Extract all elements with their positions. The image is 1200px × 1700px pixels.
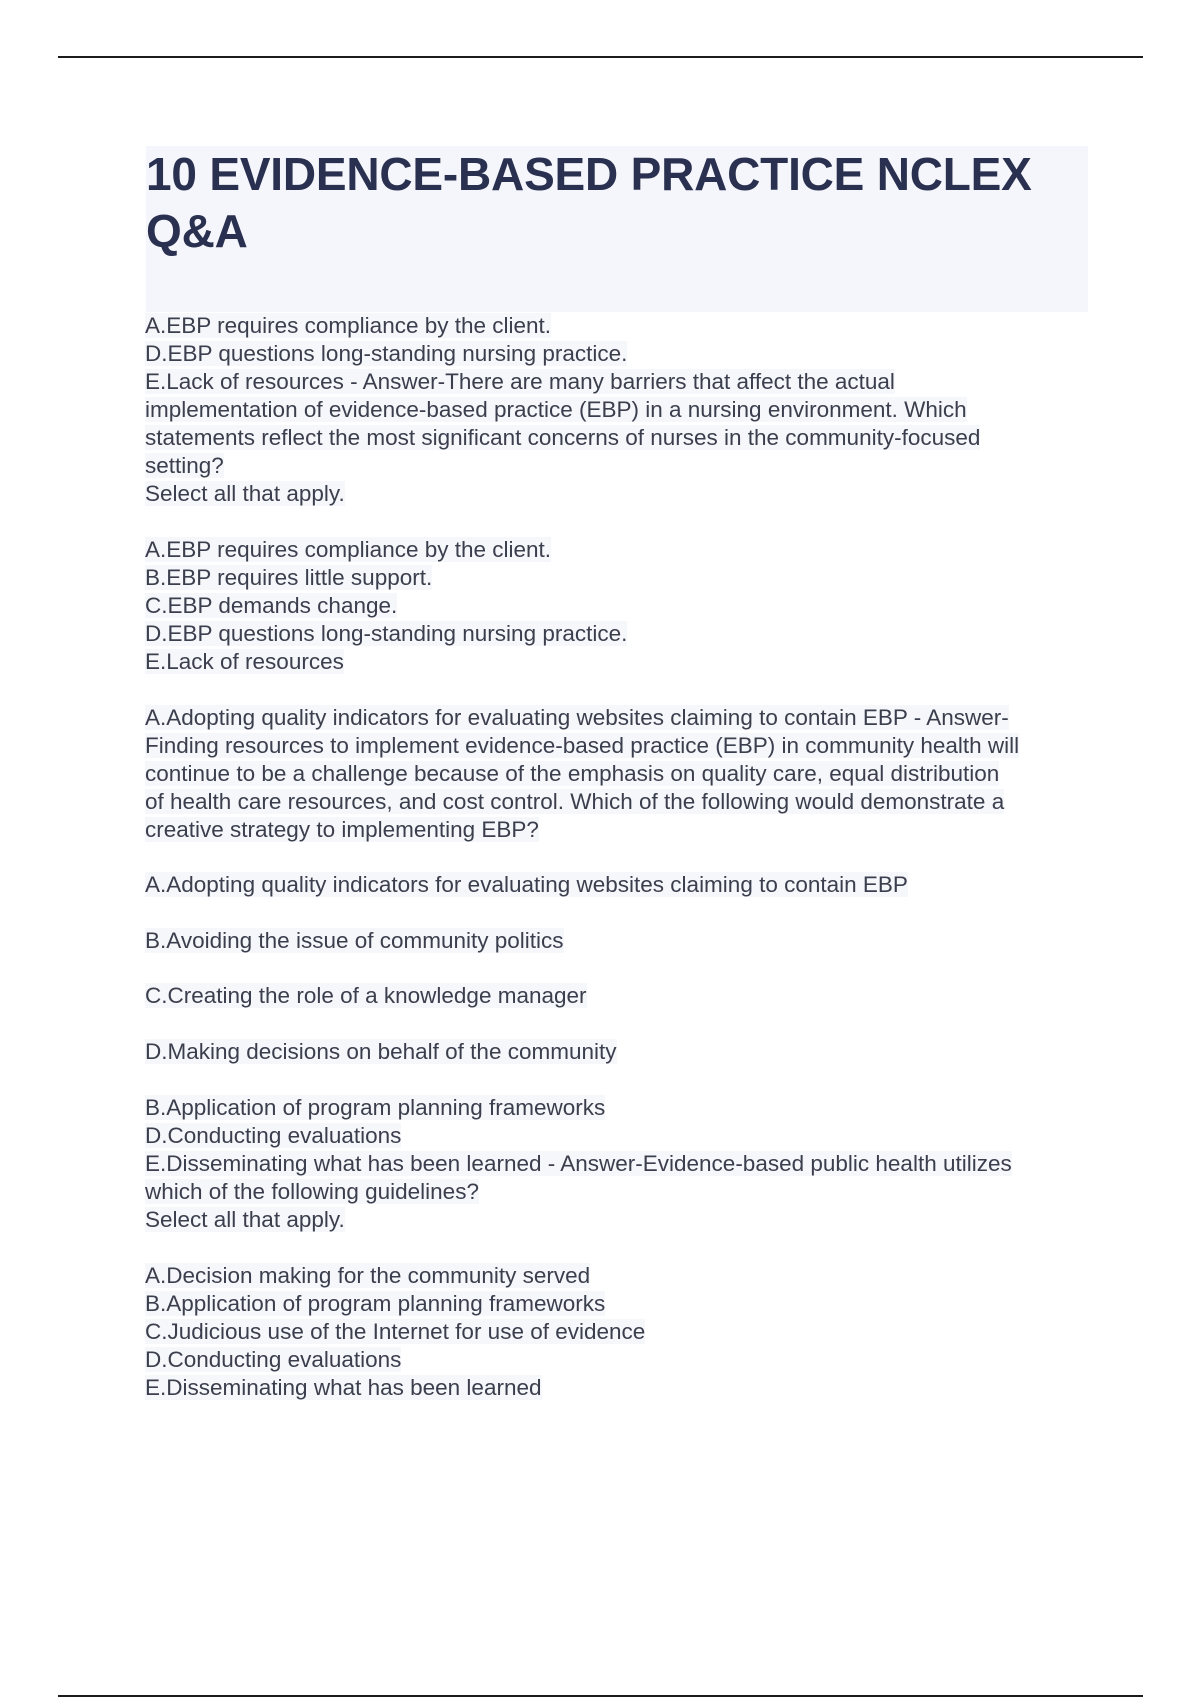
- text-line: D.Conducting evaluations: [145, 1123, 402, 1148]
- title-line: Q&A: [146, 205, 248, 257]
- text-line: B.Application of program planning frameworks: [145, 1291, 606, 1316]
- answer-option: [145, 1038, 1095, 1066]
- text-line: A.Decision making for the community served: [145, 1263, 591, 1288]
- text-line: Select all that apply.: [145, 481, 345, 506]
- text-line: Finding resources to implement evidence-based practice (EBP) in community health will: [145, 733, 1020, 758]
- text-line: continue to be a challenge because of the emphasis on quality care, equal distribution: [145, 761, 1000, 786]
- text-line: B.Avoiding the issue of community politics: [145, 928, 564, 953]
- text-line: implementation of evidence-based practice (EBP) in a nursing environment. Which: [145, 397, 967, 422]
- text-line: which of the following guidelines?: [145, 1179, 479, 1204]
- text-line: B.Application of program planning frameworks: [145, 1095, 606, 1120]
- answer-option: [145, 871, 1095, 899]
- text-line: of health care resources, and cost control. Which of the following would demonstrate a: [145, 789, 1005, 814]
- paragraph: [145, 704, 1095, 844]
- title-line: 10 EVIDENCE-BASED PRACTICE NCLEX: [146, 148, 1032, 200]
- title-block: [146, 146, 1088, 312]
- text-line: D.Conducting evaluations: [145, 1347, 402, 1372]
- text-line: A.EBP requires compliance by the client.: [145, 537, 552, 562]
- document-title: [146, 146, 1088, 260]
- text-line: creative strategy to implementing EBP?: [145, 817, 539, 842]
- text-line: setting?: [145, 453, 224, 478]
- text-line: D.EBP questions long-standing nursing practice.: [145, 341, 628, 366]
- paragraph: [145, 312, 1095, 508]
- text-line: A.Adopting quality indicators for evaluating websites claiming to contain EBP - Answer-: [145, 705, 1009, 730]
- text-line: E.Disseminating what has been learned: [145, 1375, 542, 1400]
- text-line: E.Disseminating what has been learned - Answer-Evidence-based public health utilizes: [145, 1151, 1012, 1176]
- answer-option: [145, 982, 1095, 1010]
- text-line: B.EBP requires little support.: [145, 565, 433, 590]
- paragraph: [145, 1262, 1095, 1402]
- text-line: A.Adopting quality indicators for evaluating websites claiming to contain EBP: [145, 872, 908, 897]
- text-line: C.Judicious use of the Internet for use of evidence: [145, 1319, 646, 1344]
- text-line: C.EBP demands change.: [145, 593, 398, 618]
- text-line: Select all that apply.: [145, 1207, 345, 1232]
- text-line: statements reflect the most significant concerns of nurses in the community-focused: [145, 425, 981, 450]
- text-line: D.Making decisions on behalf of the community: [145, 1039, 617, 1064]
- paragraph: [145, 536, 1095, 676]
- text-line: D.EBP questions long-standing nursing practice.: [145, 621, 628, 646]
- text-line: C.Creating the role of a knowledge manager: [145, 983, 587, 1008]
- paragraph: [145, 1094, 1095, 1234]
- text-line: E.Lack of resources: [145, 649, 344, 674]
- text-line: E.Lack of resources - Answer-There are many barriers that affect the actual: [145, 369, 895, 394]
- document-body: [145, 312, 1095, 1402]
- top-rule: [58, 56, 1143, 58]
- text-line: A.EBP requires compliance by the client.: [145, 313, 552, 338]
- bottom-rule: [58, 1695, 1143, 1697]
- answer-option: [145, 927, 1095, 955]
